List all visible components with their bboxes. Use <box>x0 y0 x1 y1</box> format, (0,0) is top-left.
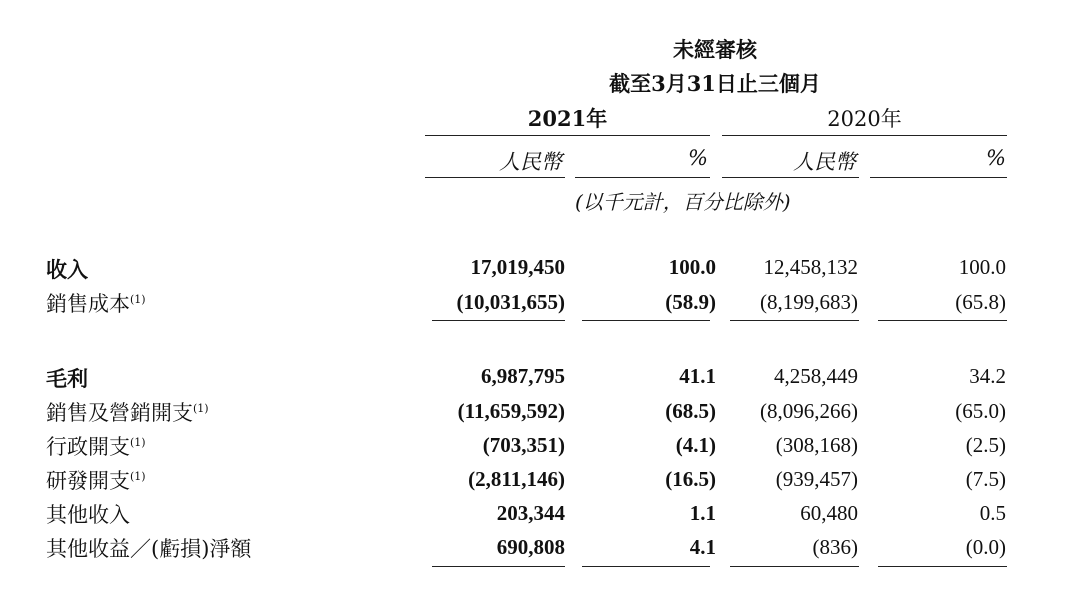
pct-2020-cell: (65.0) <box>955 399 1006 423</box>
rule-c2 <box>575 177 710 178</box>
row-label: 銷售及營銷開支$^{(1)}$ <box>46 401 209 425</box>
value-2020: (939,457) <box>775 467 858 491</box>
row-label: 其他收益／(虧損)淨額 <box>46 537 252 561</box>
unit-note: (以千元計，百分比除外) <box>575 190 791 214</box>
pct-2020-cell: (65.8) <box>955 290 1006 314</box>
value-2021: (10,031,655) <box>456 290 565 314</box>
header-period: 截至3月31日止三個月 <box>609 71 821 96</box>
row-label: 其他收入 <box>46 503 130 527</box>
pct-2020-cell: (0.0) <box>965 535 1006 559</box>
subtotal-rule-c4 <box>878 320 1007 321</box>
year-2021: 2021年 <box>527 106 608 131</box>
value-2020: (836) <box>812 535 858 559</box>
row-label: 銷售成本$^{(1)}$ <box>46 292 146 316</box>
rule-c4 <box>870 177 1007 178</box>
rule-2020-year <box>722 135 1007 136</box>
pct-2021-cell: 41.1 <box>679 364 716 388</box>
value-2020: (308,168) <box>775 433 858 457</box>
pct-2021-cell: 100.0 <box>668 255 716 279</box>
pct-2020: % <box>986 146 1006 170</box>
bottom-rule-c4 <box>878 566 1007 567</box>
pct-2021-cell: (16.5) <box>665 467 716 491</box>
pct-2020-cell: 0.5 <box>979 501 1006 525</box>
subtotal-rule-c3 <box>730 320 859 321</box>
pct-2021-cell: 4.1 <box>689 535 716 559</box>
value-2020: 60,480 <box>800 501 858 525</box>
pct-2021-cell: (4.1) <box>675 433 716 457</box>
value-2020: (8,096,266) <box>760 399 858 423</box>
rule-c3 <box>722 177 859 178</box>
rule-c1 <box>425 177 565 178</box>
row-label: 研發開支$^{(1)}$ <box>46 469 146 493</box>
value-2020: 4,258,449 <box>774 364 858 388</box>
pct-2020-cell: 100.0 <box>958 255 1006 279</box>
pct-2021-cell: 1.1 <box>689 501 716 525</box>
row-label: 收入 <box>46 257 88 282</box>
pct-2020-cell: 34.2 <box>969 364 1006 388</box>
pct-2021-cell: (68.5) <box>665 399 716 423</box>
year-2020: 2020年 <box>827 107 902 131</box>
value-2021: 690,808 <box>496 535 565 559</box>
value-2021: (2,811,146) <box>468 467 565 491</box>
bottom-rule-c2 <box>582 566 710 567</box>
subtotal-rule-c2 <box>582 320 710 321</box>
bottom-rule-c1 <box>432 566 565 567</box>
pct-2020-cell: (7.5) <box>965 467 1006 491</box>
header-unaudited: 未經審核 <box>673 37 757 62</box>
subtotal-rule-c1 <box>432 320 565 321</box>
rule-2021-year <box>425 135 710 136</box>
value-2021: 6,987,795 <box>481 364 565 388</box>
value-2021: 203,344 <box>496 501 565 525</box>
pct-2020-cell: (2.5) <box>965 433 1006 457</box>
currency-2020: 人民幣 <box>793 150 856 174</box>
bottom-rule-c3 <box>730 566 859 567</box>
value-2021: (703,351) <box>482 433 565 457</box>
value-2020: 12,458,132 <box>763 255 858 279</box>
currency-2021: 人民幣 <box>499 150 562 174</box>
row-label: 毛利 <box>46 366 88 391</box>
pct-2021: % <box>688 146 708 170</box>
value-2021: 17,019,450 <box>470 255 565 279</box>
pct-2021-cell: (58.9) <box>665 290 716 314</box>
value-2021: (11,659,592) <box>457 399 565 423</box>
value-2020: (8,199,683) <box>760 290 858 314</box>
row-label: 行政開支$^{(1)}$ <box>46 435 146 459</box>
